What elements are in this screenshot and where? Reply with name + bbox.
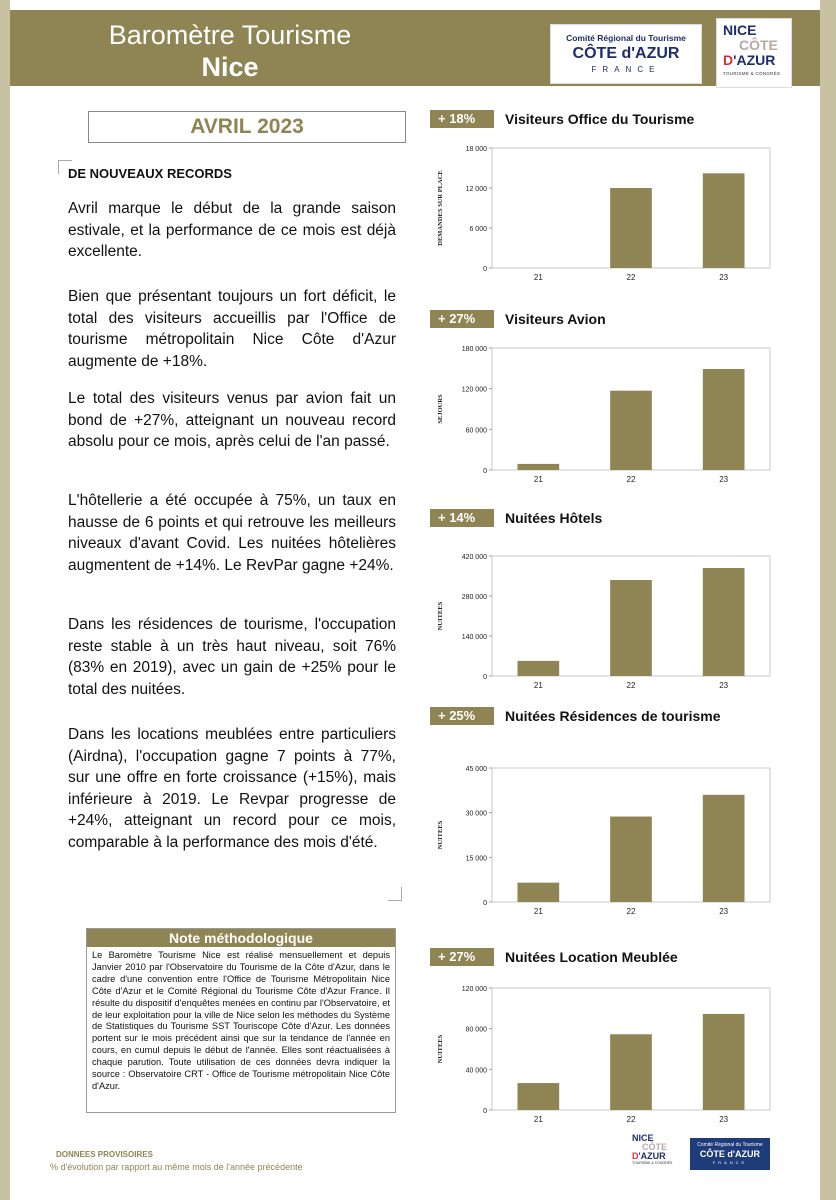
bar-21 [517,661,559,676]
y-tick-label: 6 000 [469,226,487,233]
footer-crt-logo [690,1138,770,1170]
bar-22 [610,188,652,268]
nca-logo-line4: TOURISME & CONGRÈS [723,71,781,76]
y-tick-label: 0 [483,468,487,475]
section-title: DE NOUVEAUX RECORDS [68,166,232,181]
y-tick-label: 18 000 [465,146,487,153]
y-tick-label: 45 000 [465,766,487,773]
paragraph-1: Avril marque le début de la grande saison estivale, et la performance de ce mois est déjà excellente. [68,200,396,260]
y-tick-label: 420 000 [461,554,487,561]
x-tick-label: 23 [719,273,729,282]
y-axis-label: NUITEES [437,601,444,631]
y-tick-label: 0 [483,1108,487,1115]
footer-nca-line1: NICE [632,1133,654,1143]
page-frame-right [820,0,836,1200]
x-tick-label: 22 [626,475,636,484]
paragraph-6: Dans les locations meublées entre particuliers (Airdna), l'occupation gagne 7 points à 77%, sur une offre en forte croissance (+15%), mais inférieure à 2019. Le Revpar progresse de +24%, atteignant un record pour ce mois, comparable à la performance des mois d'été. [68,726,396,851]
chart-1-visiteurs-office [430,140,780,290]
nca-logo-line3 [723,53,785,68]
y-tick-label: 15 000 [465,855,487,863]
chart-5-title: Nuitées Location Meublée [505,949,678,965]
footer-crt-line2: CÔTE d'AZUR [699,1149,761,1159]
paragraph-5: Dans les résidences de tourisme, l'occupation reste stable à un très haut niveau, soit 76% (83% en 2019), avec un gain de +25% pour le total des nuitées. [68,616,396,698]
header-title [50,18,410,82]
y-axis-label: NUITEES [437,1034,444,1064]
footer-nca-d: D [632,1151,639,1161]
chart-4-title: Nuitées Résidences de tourisme [505,708,721,724]
nca-logo-d: D [723,52,734,68]
bar-23 [703,173,745,268]
header-title-line1: Baromètre Tourisme [108,20,352,50]
nca-logo-line2: CÔTE [739,37,778,53]
chart-2-badge: + 27% [430,310,494,328]
footer-crt-line1: Comité Régional du Tourisme [697,1142,763,1148]
bar-21 [517,1083,559,1110]
nca-logo-azur: 'AZUR [733,52,776,68]
nice-cote-azur-logo [716,18,792,88]
bar-23 [703,369,745,470]
corner-mark-bottom-right [388,887,402,901]
bar-23 [703,1014,745,1110]
nca-logo-line1: NICE [723,22,757,38]
chart-5-nuitees-location-meublee [430,980,780,1130]
evolution-note: % d'évolution par rapport au même mois de l'année précédente [50,1162,303,1172]
y-axis-label: NUITEES [437,820,444,850]
footer-nice-cote-azur-logo [632,1134,678,1174]
y-tick-label: 120 000 [461,386,487,394]
x-tick-label: 23 [719,1115,729,1124]
methodology-note-title: Note méthodologique [87,929,395,947]
y-tick-label: 0 [483,266,487,273]
month-title: AVRIL 2023 [88,111,406,143]
page-frame-left [0,0,10,1200]
bar-22 [610,580,652,676]
y-tick-label: 12 000 [465,186,487,193]
chart-5-badge: + 27% [430,948,494,966]
bar-22 [610,817,652,902]
x-tick-label: 21 [533,907,543,916]
chart-2-title: Visiteurs Avion [505,311,606,327]
chart-3-title: Nuitées Hôtels [505,510,603,526]
header-banner [10,10,820,86]
crt-logo-line2: CÔTE d'AZUR [572,45,680,62]
x-tick-label: 21 [533,273,543,282]
y-tick-label: 140 000 [461,634,487,641]
bar-21 [517,464,559,470]
chart-1-badge: + 18% [430,110,494,128]
x-tick-label: 22 [626,907,636,916]
chart-3-nuitees-hotels [430,548,780,698]
y-tick-label: 80 000 [465,1026,487,1034]
crt-logo [550,24,702,84]
y-tick-label: 60 000 [465,427,487,435]
footer-nca-line3 [632,1152,678,1161]
y-tick-label: 280 000 [461,594,487,601]
x-tick-label: 22 [626,681,636,690]
chart-3-badge: + 14% [430,509,494,527]
chart-4-nuitees-residences [430,760,780,920]
paragraph-2: Bien que présentant toujours un fort déficit, le total des visiteurs accueillis par l'Office de tourisme métropolitain Nice Côte d'Azur augmente de +18%. [68,288,396,370]
chart-4-badge: + 25% [430,707,494,725]
crt-logo-line3: FRANCE [591,65,661,74]
footer-nca-azur: 'AZUR [638,1151,666,1161]
x-tick-label: 21 [533,1115,543,1124]
y-tick-label: 40 000 [465,1067,487,1075]
x-tick-label: 22 [626,1115,636,1124]
crt-logo-line1: Comité Régional du Tourisme [566,33,686,43]
methodology-note-body: Le Baromètre Tourisme Nice est réalisé mensuellement et depuis Janvier 2010 par l'Observatoire du Tourisme de la Côte d'Azur, dans le cadre d'une convention entre l'Office de Tourisme Métropolitain Nice Côte d'Azur et le Comité Régional du Tourisme Côte d'Azur France. Il résulte du dispositif d'enquêtes menées en continu par l'Observatoire, et de leur exploitation pour la ville de Nice selon les méthodes du Système de Statistiques du Tourisme SST Touriscope Côte d'Azur. Les données portent sur le mois précédent ainsi que sur la tendance de l'année en cours, en cumul depuis le début de l'année. Elles sont réactualisées à chaque parution. Toute utilisation de ces données devra indiquer la source : Observatoire CRT - Office de Tourisme métropolitain Nice Côte d'Azur. [92,950,390,1091]
x-tick-label: 22 [626,273,636,282]
bar-21 [517,883,559,902]
y-tick-label: 120 000 [461,986,487,993]
paragraph-3: Le total des visiteurs venus par avion fait un bond de +27%, atteignant un nouveau record absolu pour ce mois, après celui de l'an passé. [68,390,396,450]
chart-2-visiteurs-avion [430,340,780,490]
bar-22 [610,391,652,470]
x-tick-label: 23 [719,681,729,690]
methodology-note [86,928,396,1113]
y-tick-label: 0 [483,674,487,681]
paragraph-4: L'hôtellerie a été occupée à 75%, un taux en hausse de 6 points et qui retrouve les meilleurs niveaux d'avant Covid. Les nuitées hôtelières augmentent de +14%. Le RevPar gagne +24%. [68,492,396,574]
footer-nca-line4: TOURISME & CONGRÈS [632,1161,673,1165]
bar-22 [610,1034,652,1110]
y-tick-label: 30 000 [465,810,487,818]
bar-23 [703,795,745,902]
y-axis-label: DEMANDES SUR PLACE [437,170,444,246]
chart-1-title: Visiteurs Office du Tourisme [505,111,695,127]
bar-23 [703,568,745,676]
footer-nca-line2: CÔTE [642,1142,668,1152]
y-axis-label: SEJOURS [437,394,444,424]
y-tick-label: 180 000 [461,346,487,353]
x-tick-label: 21 [533,475,543,484]
y-tick-label: 0 [483,900,487,907]
x-tick-label: 21 [533,681,543,690]
header-title-line2: Nice [201,52,259,82]
x-tick-label: 23 [719,907,729,916]
provisional-data-label: DONNEES PROVISOIRES [56,1150,153,1159]
footer-crt-line3: FRANCE [712,1160,748,1165]
x-tick-label: 23 [719,475,729,484]
